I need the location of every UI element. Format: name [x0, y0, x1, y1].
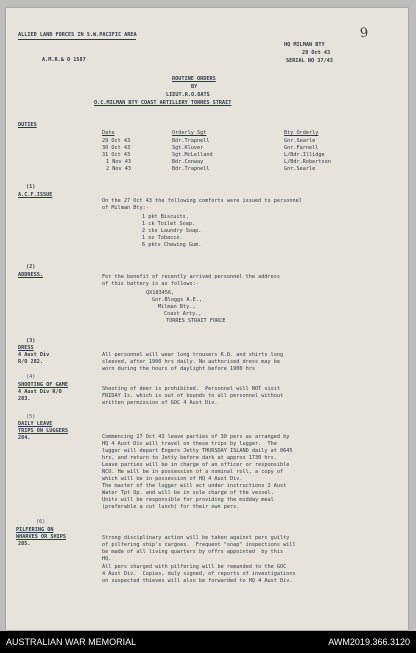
duties-heading: DUTIES	[18, 122, 37, 128]
col-orderly-sgt: Orderly Sgt	[172, 130, 207, 136]
section-body-line: TORRES STRAIT FORCE	[166, 318, 226, 324]
unit-name: HQ MILMAN BTY	[284, 42, 325, 48]
section-body-line: On the 27 Oct 43 the following comforts were issued to personnel	[102, 198, 302, 204]
section-body-line: HQ.	[102, 556, 112, 562]
section-heading: WHARVES OR SHIPS	[16, 534, 66, 540]
section-body-line: of Milman Bty:-	[102, 205, 149, 211]
title-by: BY	[191, 84, 198, 90]
document-page	[6, 8, 408, 630]
force-header: ALLIED LAND FORCES IN S.W.PACIFIC AREA	[18, 32, 137, 38]
section-number: (3)	[26, 338, 36, 344]
section-heading: DAILY LEAVE	[18, 421, 53, 427]
section-body-line: Strong disciplinary action will be taken against pers guilty	[102, 535, 290, 541]
section-body-line: 6 pkts Chewing Gum.	[142, 242, 202, 248]
section-heading: TRIPS ON LUGGERS	[18, 428, 68, 434]
section-body-line: HQ 4 Aust Div will travel on these trips by lugger. The	[102, 441, 277, 447]
section-body-line: worn during the hours of daylight before 1900 hrs	[102, 366, 256, 372]
section-number: (1)	[26, 184, 36, 190]
duty-date: 31 Oct 43	[102, 152, 131, 158]
section-heading: DRESS	[18, 345, 34, 351]
duty-sgt: Sgt.Kluver	[172, 145, 204, 151]
section-body-line: Coast Arty.,	[164, 311, 202, 317]
col-bty-orderly: Bty Orderly	[284, 130, 319, 136]
duty-bty: Gnr.Searle	[284, 138, 316, 144]
reference: A.M.R.& O 1587	[42, 57, 86, 63]
title-unit: O.C.MILMAN BTY COAST ARTILLERY TORRES STRAIT	[94, 100, 232, 106]
section-body-line: The master of the lugger will act under instructions 2 Aust	[102, 483, 287, 489]
serial-number: SERIAL NO 37/43	[286, 58, 333, 64]
section-body-line: FRIDAY Is. which is out of bounds to all personnel without	[102, 393, 284, 399]
duty-date: 29 Oct 43	[102, 138, 131, 144]
duty-date: 1 Nov 43	[106, 159, 131, 165]
section-body-line: All personnel will wear long trousers K.D. and shirts long	[102, 352, 284, 358]
duty-date: 2 Nov 43	[106, 166, 131, 172]
duty-bty: L/Bdr.Robertson	[284, 159, 331, 165]
section-body-line: of this battery is as follows:-	[102, 281, 199, 287]
section-heading-ref: 283.	[18, 396, 31, 402]
section-body-line: Water Tpt Op. and will be in sole charge of the vessel.	[102, 490, 274, 496]
section-body-line: Gnr.Bloggs A.E.,	[152, 297, 202, 303]
duty-bty: Gnr.Searle	[284, 166, 316, 172]
section-body-line: written permission of GOC 4 Aust Div.	[102, 400, 218, 406]
section-body-line: 2 cks Laundry Soap.	[142, 228, 202, 234]
section-heading-ref: 4 Aust Div	[18, 352, 50, 358]
section-number: (5)	[26, 414, 36, 420]
duty-sgt: Bdr.Trapnell	[172, 166, 210, 172]
section-body-line: 1 oz Tobacco.	[142, 235, 183, 241]
section-number: (4)	[26, 374, 36, 380]
order-date: 28 Oct 43	[302, 50, 331, 56]
section-body-line: 1 pkt Biscuits.	[142, 214, 189, 220]
section-heading: A.C.F.ISSUE	[18, 192, 53, 198]
duty-sgt: Bdr.Conway	[172, 159, 204, 165]
handwritten-page-number: 9	[359, 25, 369, 42]
section-body-line: Leave parties will be in charge of an officer or responsible	[102, 462, 290, 468]
section-number: (2)	[26, 264, 36, 270]
section-body-line: Commencing 27 Oct 43 leave parties of 30 pers as arranged by	[102, 434, 290, 440]
section-body-line: Milman Bty.,	[158, 304, 196, 310]
section-heading: ADDRESS.	[18, 272, 43, 278]
archive-footer	[0, 631, 416, 653]
section-body-line: hrs, and return to Jetty before dark at approx 1730 hrs.	[102, 455, 277, 461]
section-body-line: be made of all living quarters by offrs appointed by this	[102, 549, 284, 555]
duty-sgt: Bdr.Trapnell	[172, 138, 210, 144]
section-heading: PILFERING ON	[16, 527, 54, 533]
archive-name: AUSTRALIAN WAR MEMORIAL	[6, 637, 137, 647]
section-number: (6)	[36, 519, 46, 525]
section-body-line: 4 Aust Div. Copies, duly signed, of reports of investigations	[102, 571, 296, 577]
title-officer: LIEUT.R.O.OATS	[166, 92, 210, 98]
section-heading-ref: 4 Aust Div R/O	[18, 389, 62, 395]
section-body-line: For the benefit of recently arrived personnel the address	[102, 274, 281, 280]
duty-date: 30 Oct 43	[102, 145, 131, 151]
section-body-line: of pilfering ship's cargoes. Frequent "snap" inspections will	[102, 542, 296, 548]
accession-number: AWM2019.366.3120	[328, 637, 410, 647]
section-body-line: on suspected thieves will also be forwarded to HQ 4 Aust Div.	[102, 578, 293, 584]
duty-sgt: Sgt.McLelland	[172, 152, 213, 158]
section-heading-ref: 285.	[18, 541, 31, 547]
section-heading-ref: R/O 282.	[18, 359, 43, 365]
section-heading-ref: 284.	[18, 435, 31, 441]
header-underline	[18, 39, 136, 40]
section-body-line: sleeved, after 1900 hrs daily. No authorised dress may be	[102, 359, 281, 365]
section-body-line: Shooting of deer is prohibited. Personnel will NOT visit	[102, 386, 281, 392]
section-body-line: (preferable a cut lunch) for their own pers.	[102, 504, 240, 510]
section-body-line: All pers charged with pilfering will be remanded to the GOC	[102, 564, 287, 570]
section-body-line: lugger will depart Engers Jetty THURSDAY ISLAND daily at 0645	[102, 448, 293, 454]
section-body-line: Units will be responsible for providing the midday meal	[102, 497, 274, 503]
section-body-line: 1 ck Toilet Soap.	[142, 221, 196, 227]
col-date: Date	[102, 130, 115, 136]
section-body-line: which will be in possession of HQ 4 Aust Div.	[102, 476, 243, 482]
section-body-line: QX183456,	[146, 290, 175, 296]
section-heading: SHOOTING OF GAME	[18, 382, 68, 388]
section-body-line: NCO. He will be in possession of a nominal roll, a copy of	[102, 469, 284, 475]
duty-bty: Gnr.Farnell	[284, 145, 319, 151]
title-routine-orders: ROUTINE ORDERS	[172, 76, 216, 82]
duty-bty: L/Bdr.Illidge	[284, 152, 325, 158]
